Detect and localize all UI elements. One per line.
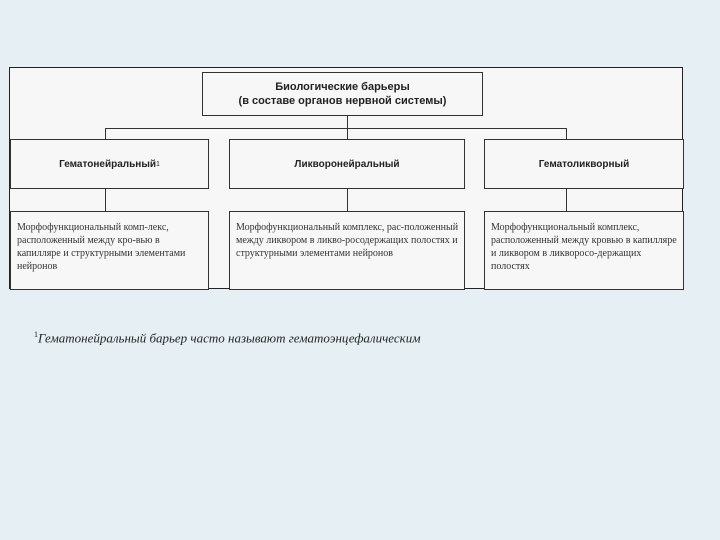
category-label: Ликворонейральный — [294, 158, 400, 170]
category-label: Гематоликворный — [538, 158, 630, 170]
desc-connector-right — [566, 189, 567, 211]
category-liquoroneural — [229, 139, 465, 189]
footnote-text: Гематонейральный барьер часто называют гематоэнцефалическим — [38, 330, 421, 346]
root-node — [202, 72, 483, 116]
root-title: Биологические барьеры — [275, 81, 410, 93]
desc-connector-center — [347, 189, 348, 211]
branch-drop-center — [347, 128, 348, 139]
root-subtitle: (в составе органов нервной системы) — [238, 95, 447, 107]
description-hematoliquor: Морфофункциональный комплекс, расположенный между кровью в капилляре и ликвором в ликворосо-держащих полостях — [484, 211, 684, 290]
footnote — [34, 330, 421, 346]
category-label: Гематонейральный — [59, 158, 157, 170]
desc-connector-left — [105, 189, 106, 211]
branch-drop-right — [566, 128, 567, 139]
barriers-diagram — [9, 67, 683, 289]
description-hematoneural: Морфофункциональный комп-лекс, расположенный между кро-вью в капилляре и структурными элементами нейронов — [10, 211, 209, 290]
footnote-mark: 1 — [156, 160, 160, 168]
footnote-mark: 1 — [34, 330, 38, 339]
branch-line — [105, 128, 566, 129]
root-connector — [347, 116, 348, 128]
category-hematoliquor — [484, 139, 684, 189]
category-hematoneural — [10, 139, 209, 189]
branch-drop-left — [105, 128, 106, 139]
description-liquoroneural: Морфофункциональный комплекс, рас-положенный между ликвором в ликво-росодержащих полостях и структурными элементами нейронов — [229, 211, 465, 290]
